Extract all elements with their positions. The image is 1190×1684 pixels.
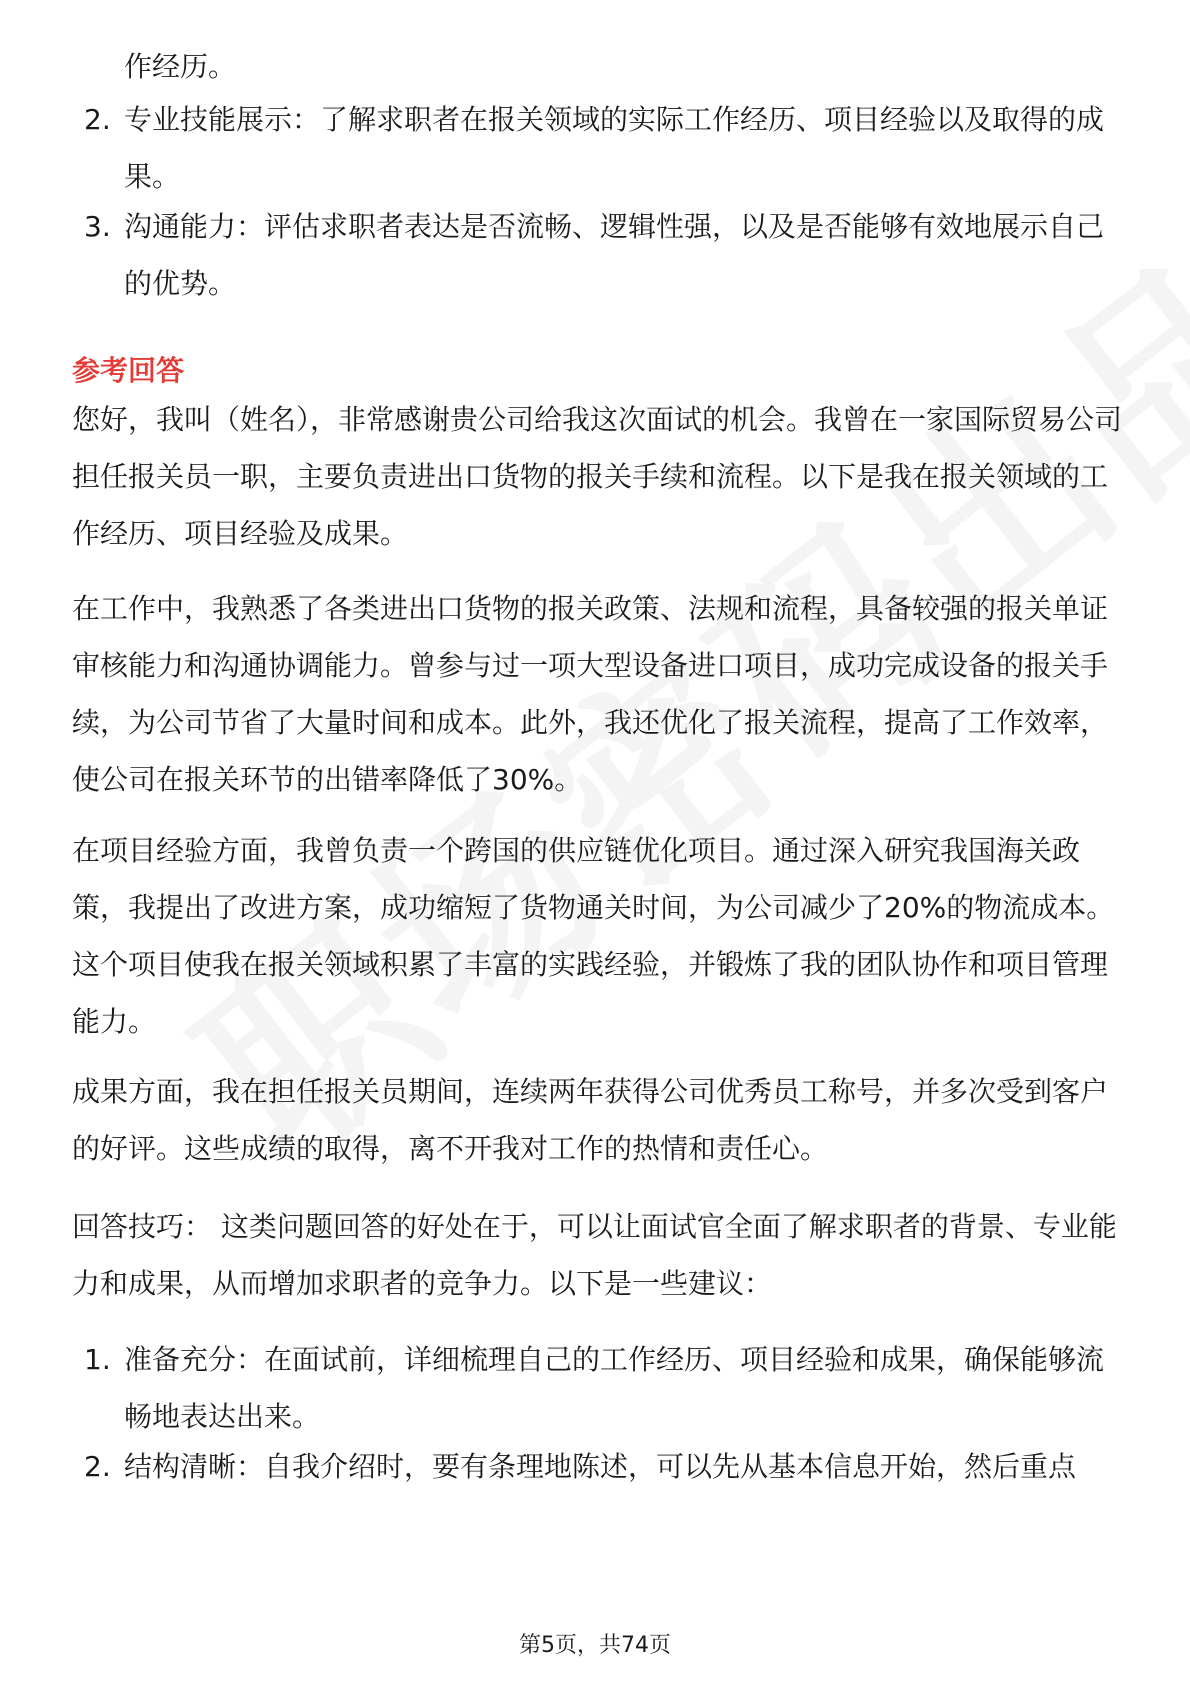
list-item-text: 准备充分：在面试前，详细梳理自己的工作经历、项目经验和成果，确保能够流畅地表达出来。 [124, 1343, 1105, 1433]
list-item-text: 专业技能展示：了解求职者在报关领域的实际工作经历、项目经验以及取得的成果。 [124, 103, 1105, 193]
section-heading: 参考回答 [72, 354, 185, 387]
list-item [72, 91, 1122, 205]
list-item-text: 结构清晰：自我介绍时，要有条理地陈述，可以先从基本信息开始，然后重点 [124, 1450, 1077, 1483]
top-continuation: 作经历。 [124, 50, 237, 83]
paragraph: 在项目经验方面，我曾负责一个跨国的供应链优化项目。通过深入研究我国海关政策，我提出了改进方案，成功缩短了货物通关时间，为公司减少了20%的物流成本。这个项目使我在报关领域积累了丰富的实践经验，并锻炼了我的团队协作和项目管理能力。 [72, 834, 1115, 1038]
list-item-number: 1. [84, 1343, 111, 1376]
list-item [72, 1438, 1122, 1495]
list-item-number: 2. [84, 1450, 111, 1483]
list-item [72, 198, 1122, 312]
paragraph: 回答技巧： 这类问题回答的好处在于，可以让面试官全面了解求职者的背景、专业能力和成果，从而增加求职者的竞争力。以下是一些建议： [72, 1210, 1117, 1300]
page-footer: 第5页，共74页 [519, 1633, 671, 1658]
paragraph: 成果方面，我在担任报关员期间，连续两年获得公司优秀员工称号，并多次受到客户的好评。这些成绩的取得，离不开我对工作的热情和责任心。 [72, 1075, 1109, 1165]
list-item [72, 1331, 1122, 1445]
paragraph: 您好，我叫（姓名），非常感谢贵公司给我这次面试的机会。我曾在一家国际贸易公司担任报关员一职，主要负责进出口货物的报关手续和流程。以下是我在报关领域的工作经历、项目经验及成果。 [72, 403, 1123, 550]
list-item-number: 3. [84, 210, 111, 243]
list-item-number: 2. [84, 103, 111, 136]
list-item-text: 沟通能力：评估求职者表达是否流畅、逻辑性强，以及是否能够有效地展示自己的优势。 [124, 210, 1105, 300]
paragraph: 在工作中，我熟悉了各类进出口货物的报关政策、法规和流程，具备较强的报关单证审核能力和沟通协调能力。曾参与过一项大型设备进口项目，成功完成设备的报关手续，为公司节省了大量时间和成本。此外，我还优化了报关流程，提高了工作效率，使公司在报关环节的出错率降低了30%。 [72, 592, 1109, 796]
